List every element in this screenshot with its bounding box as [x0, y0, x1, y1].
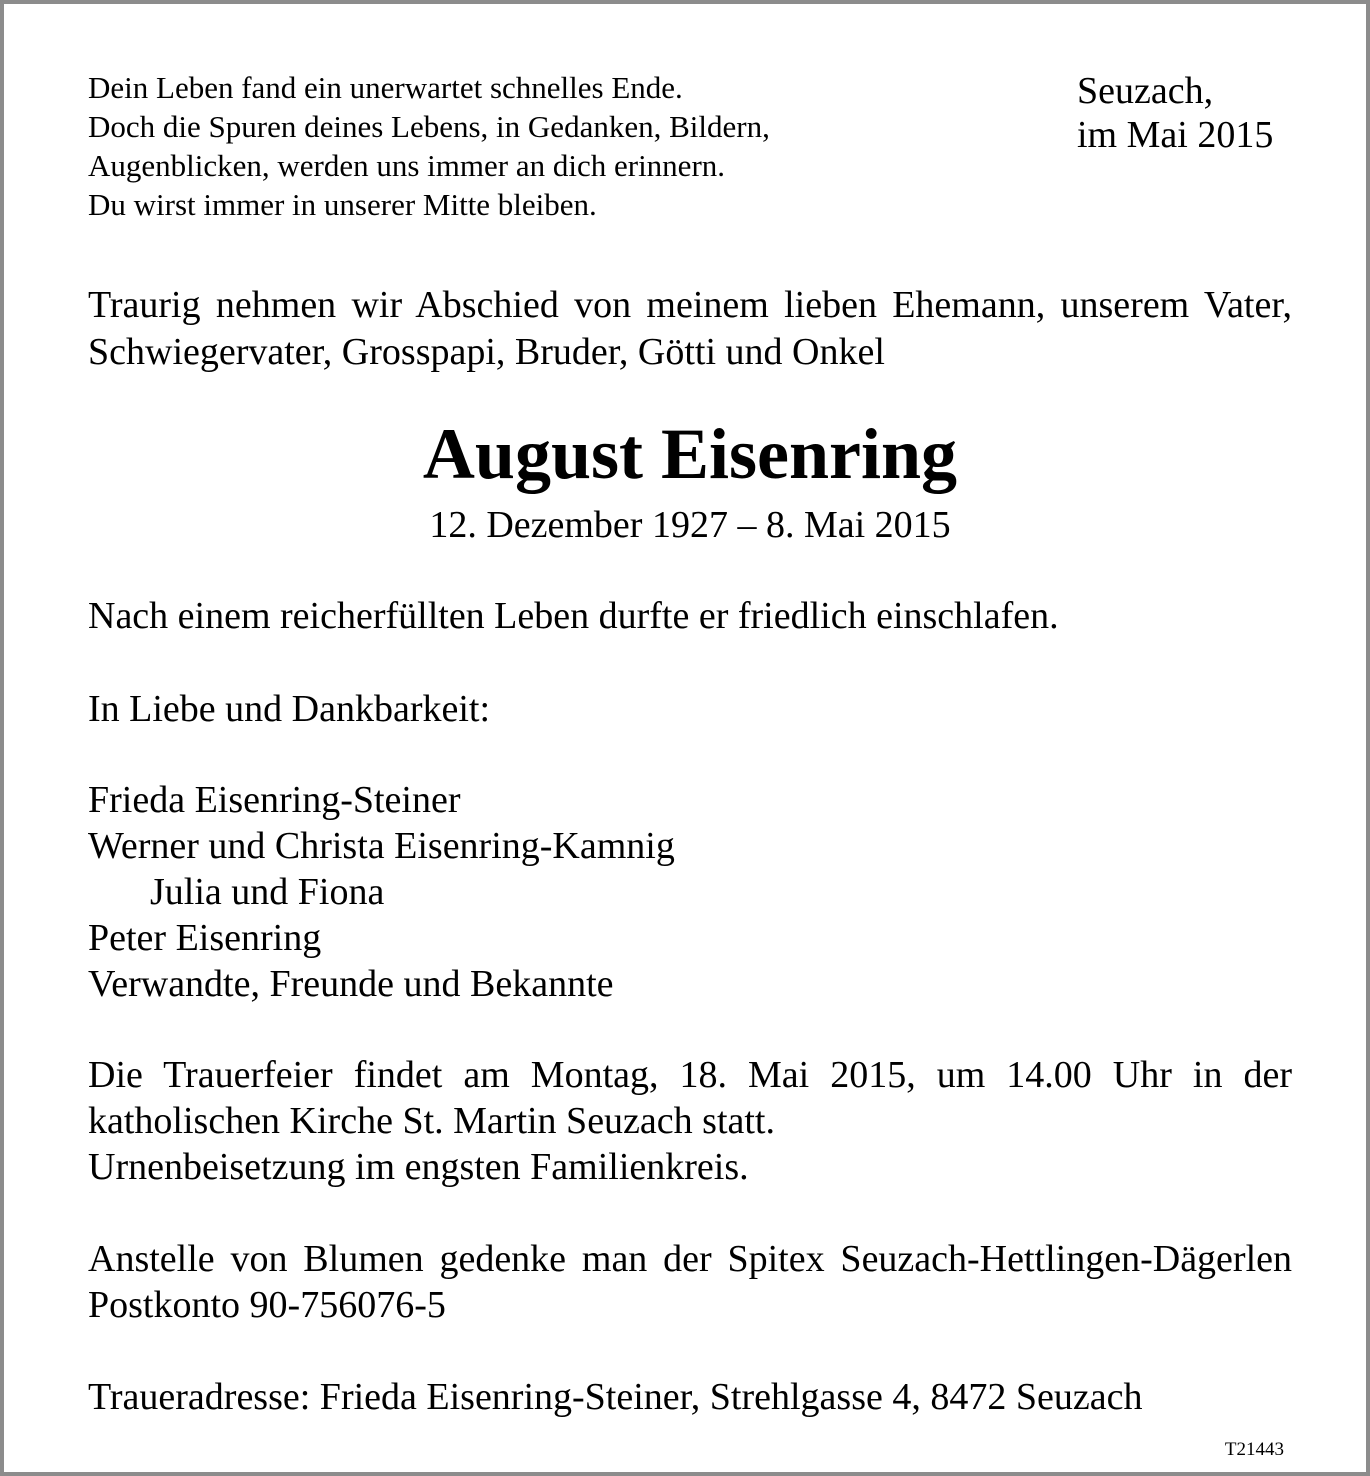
place-date	[1077, 69, 1317, 157]
poem	[88, 68, 948, 224]
burial-note: Urnenbeisetzung im engsten Familienkreis.	[88, 1146, 749, 1188]
poem-line: Doch die Spuren deines Lebens, in Gedanken, Bildern,	[88, 109, 770, 144]
life-dates: 12. Dezember 1927 – 8. Mai 2015	[429, 504, 951, 546]
deceased-name: August Eisenring	[422, 414, 958, 494]
intro-text: Traurig nehmen wir Abschied von meinem lieben Ehemann, unserem Vater, Schwiegervater, Grosspapi, Bruder, Götti und Onkel	[88, 284, 1292, 373]
ceremony-details: Die Trauerfeier findet am Montag, 18. Mai 2015, um 14.00 Uhr in der katholischen Kirche St. Martin Seuzach statt.	[88, 1054, 1292, 1142]
ceremony-text	[88, 1052, 1292, 1190]
statement: Nach einem reicherfüllten Leben durfte er friedlich einschlafen.	[88, 595, 1059, 637]
mourner: Verwandte, Freunde und Bekannte	[88, 963, 614, 1005]
mourner: Frieda Eisenring-Steiner	[88, 779, 461, 821]
mourner: Julia und Fiona	[150, 871, 385, 913]
dedication: In Liebe und Dankbarkeit:	[88, 688, 491, 730]
mourning-address: Traueradresse: Frieda Eisenring-Steiner, Strehlgasse 4, 8472 Seuzach	[88, 1376, 1143, 1418]
reference-code: T21443	[1224, 1439, 1284, 1460]
poem-line: Du wirst immer in unserer Mitte bleiben.	[88, 187, 597, 222]
donation-text: Anstelle von Blumen gedenke man der Spitex Seuzach-Hettlingen-Dägerlen Postkonto 90-756076-5	[88, 1238, 1292, 1326]
date: im Mai 2015	[1077, 114, 1274, 156]
mourner: Peter Eisenring	[88, 917, 322, 959]
place: Seuzach,	[1077, 70, 1214, 112]
poem-line: Dein Leben fand ein unerwartet schnelles Ende.	[88, 70, 683, 105]
mourners-list	[88, 777, 675, 1007]
poem-line: Augenblicken, werden uns immer an dich erinnern.	[88, 148, 726, 183]
mourner: Werner und Christa Eisenring-Kamnig	[88, 825, 675, 867]
